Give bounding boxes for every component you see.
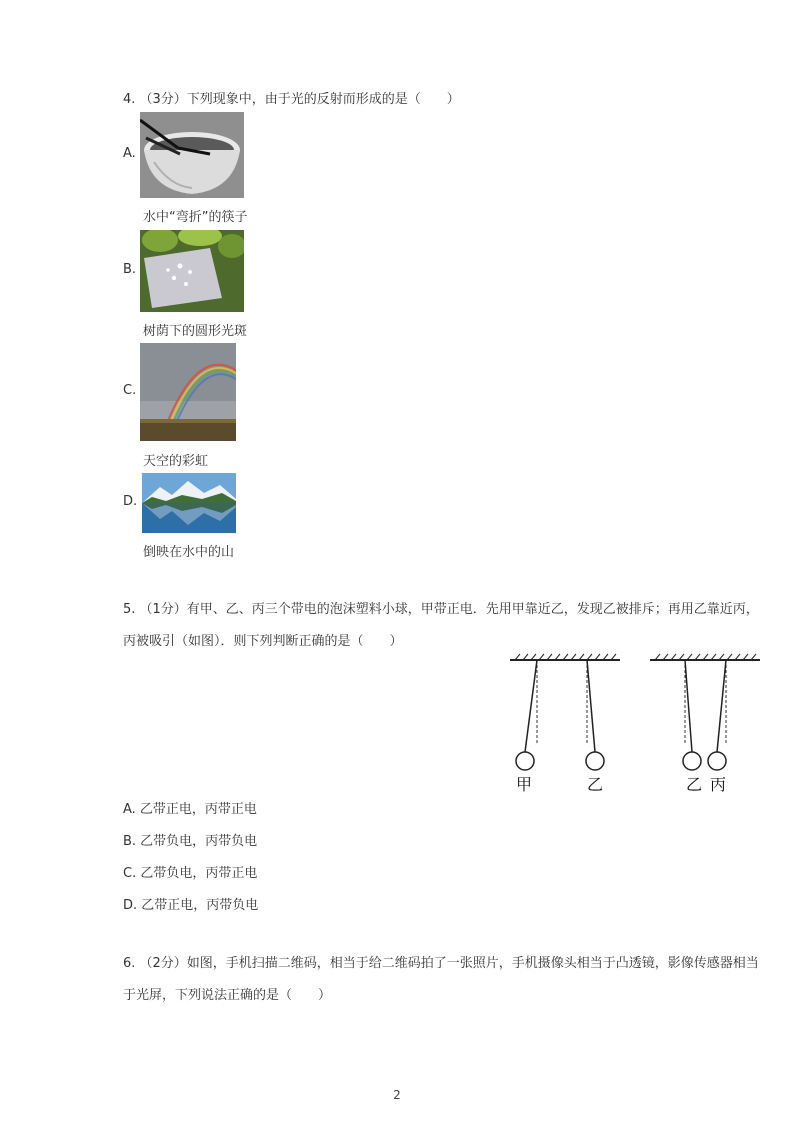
figure-label-jia: 甲 <box>516 775 533 794</box>
option-c-caption: 天空的彩虹 <box>143 454 209 469</box>
option-d-caption: 倒映在水中的山 <box>143 545 235 560</box>
question-5-option-a: A. 乙带正电，丙带正电 <box>123 802 257 817</box>
mountain-reflection-image <box>142 473 236 533</box>
option-b-caption: 树荫下的圆形光斑 <box>143 324 248 339</box>
rainbow-image <box>140 343 236 441</box>
question-5-option-d: D. 乙带正电，丙带负电 <box>123 898 259 913</box>
option-b-letter: B. <box>123 262 137 277</box>
figure-label-yi-left: 乙 <box>587 775 604 794</box>
figure-label-bing: 丙 <box>710 775 727 794</box>
tree-shadow-light-spots-image <box>140 230 244 312</box>
page-number: 2 <box>393 1088 401 1102</box>
question-4-stem: 4. （3分）下列现象中，由于光的反射而形成的是（ ） <box>123 92 460 107</box>
option-c-letter: C. <box>123 383 137 398</box>
figure-label-yi-right: 乙 <box>686 775 703 794</box>
question-5-stem: 5. （1分）有甲、乙、丙三个带电的泡沫塑料小球，甲带正电．先用甲靠近乙，发现乙被排斥；再用乙靠近丙，丙被吸引（如图）．则下列判断正确的是（ ） <box>123 602 759 649</box>
question-6-stem: 6. （2分）如图，手机扫描二维码，相当于给二维码拍了一张照片，手机摄像头相当于凸透镜，影像传感器相当于光屏，下列说法正确的是（ ） <box>123 956 759 1003</box>
option-a-letter: A. <box>123 146 136 161</box>
bowl-chopstick-image <box>140 112 244 198</box>
option-d-letter: D. <box>123 494 138 509</box>
question-5-option-c: C. 乙带负电，丙带正电 <box>123 866 258 881</box>
question-5-option-b: B. 乙带负电，丙带负电 <box>123 834 258 849</box>
option-a-caption: 水中“弯折”的筷子 <box>143 210 248 225</box>
charged-balls-figure <box>505 650 765 795</box>
